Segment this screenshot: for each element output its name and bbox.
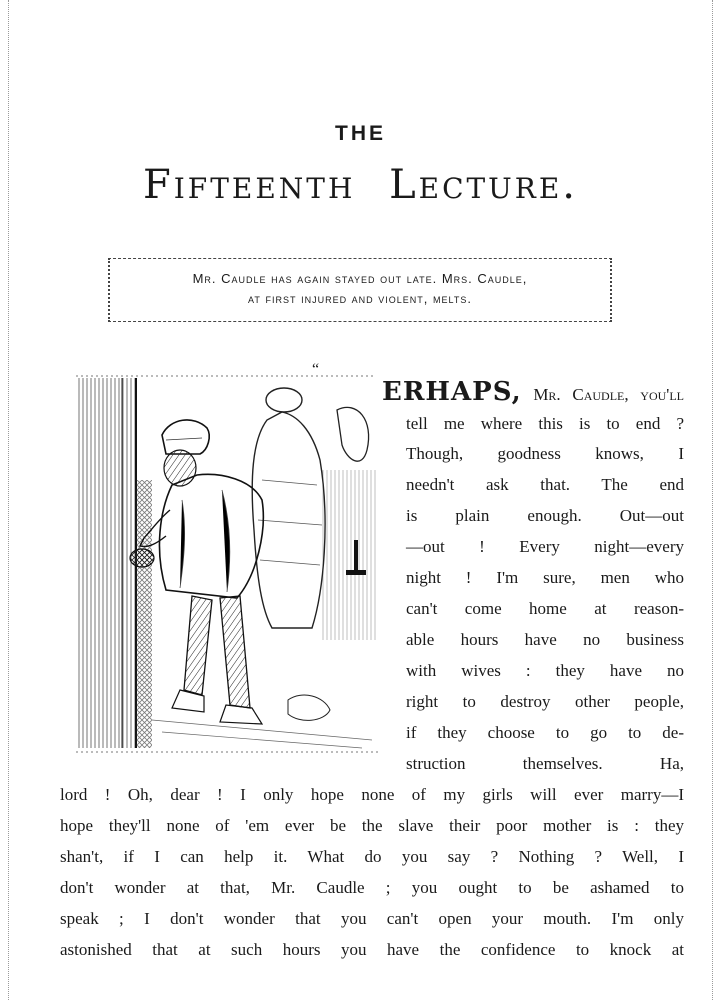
drop-word: ERHAPS, — [382, 377, 522, 407]
body-line-12: if they choose to go to de- — [406, 723, 684, 742]
body-line-2: tell me where this is to end ? — [406, 414, 684, 433]
body-line-8: can't come home at reason- — [406, 599, 684, 618]
summary-line-2: at first injured and violent, melts. — [248, 291, 472, 306]
body-line-18: speak ; I don't wonder that you can't open your mouth. I'm only — [60, 909, 684, 928]
body-line-9: able hours have no business — [406, 630, 684, 649]
body-line-16: shan't, if I can help it. What do you say ? Nothing ? Well, I — [60, 847, 684, 866]
body-line-10: with wives : they have no — [406, 661, 684, 680]
body-line-15: hope they'll none of 'em ever be the slave their poor mother is : they — [60, 816, 684, 835]
body-line-3: Though, goodness knows, I — [406, 444, 684, 463]
body-line-1: ERHAPS, Mr. Caudle, you'll — [382, 377, 685, 407]
body-line-6: —out ! Every night—every — [406, 537, 684, 556]
page-edge-right — [712, 0, 713, 1000]
body-line-17: don't wonder at that, Mr. Caudle ; you ought to be ashamed to — [60, 878, 684, 897]
heading-the: THE — [335, 122, 386, 145]
body-line-11: right to destroy other people, — [406, 692, 684, 711]
body-line-7: night ! I'm sure, men who — [406, 568, 684, 587]
opening-quote-mark: “ — [312, 361, 320, 378]
engraving-illustration — [62, 360, 398, 760]
body-line-4: needn't ask that. The end — [406, 475, 684, 494]
body-line-14: lord ! Oh, dear ! I only hope none of my girls will ever marry—I — [60, 785, 684, 804]
page-edge-left — [8, 0, 9, 1000]
body-line-13: struction themselves. Ha, — [406, 754, 684, 773]
chapter-title: Fifteenth Lecture. — [142, 162, 579, 208]
body-line-19: astonished that at such hours you have the confidence to knock at — [60, 940, 684, 959]
summary-line-1: Mr. Caudle has again stayed out late. Mrs. Caudle, — [192, 271, 528, 286]
body-line-5: is plain enough. Out—out — [406, 506, 684, 525]
chapter-summary-box — [108, 258, 612, 322]
